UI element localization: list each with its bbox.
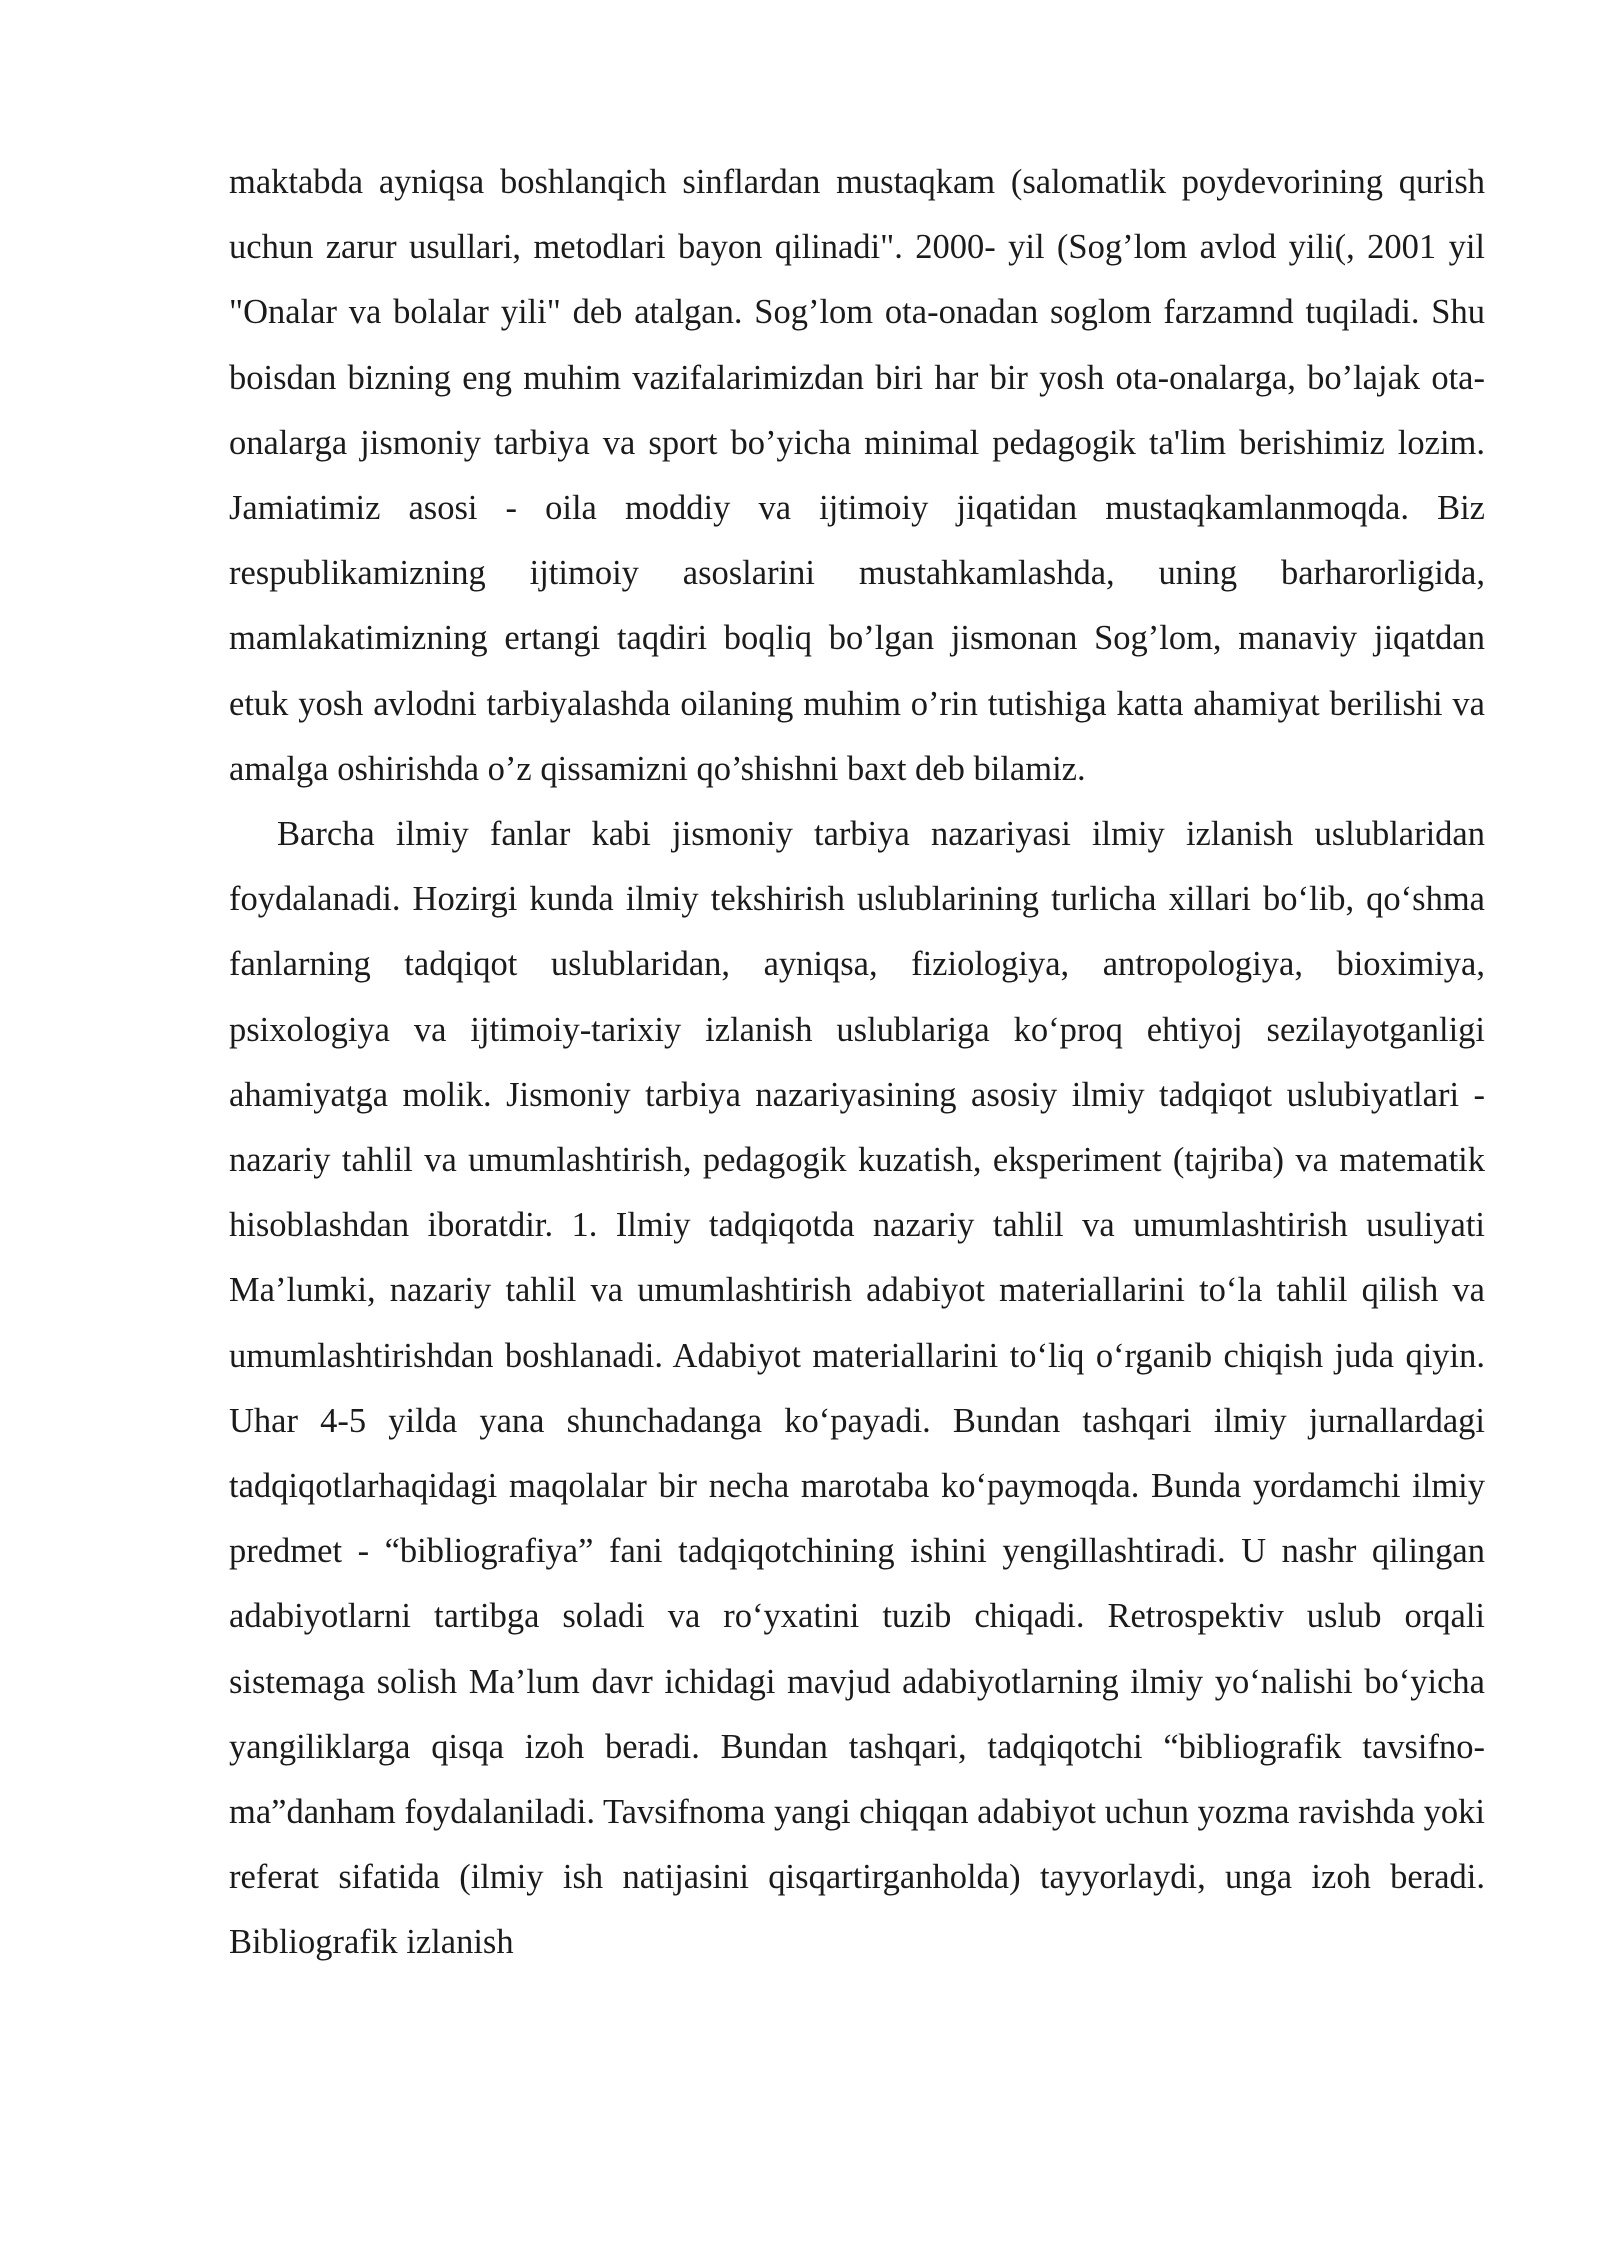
paragraph-1: maktabda ayniqsa boshlanqich sinflardan mustaqkam (salomatlik poydevorining qurish uchun zarur usullari, metodlari bayon qilinadi". 2000- yil (Sog’lom avlod yili(, 2001 yil "Onalar va bolalar yili" deb atalgan. Sog’lom ota-onadan soglom farzamnd tuqiladi. Shu boisdan bizning eng muhim vazifalarimizdan biri har bir yosh ota-onalarga, bo’lajak ota-onalarga jismoniy tarbiya va sport bo’yicha minimal pedagogik ta'lim berishimiz lozim. Jamiatimiz asosi - oila moddiy va ijtimoiy jiqatidan mustaqkamlanmoqda. Biz respublikamizning ijtimoiy asoslarini mustahkamlashda, uning barharorligida, mamlakatimizning ertangi taqdiri boqliq bo’lgan jismonan Sog’lom, manaviy jiqatdan etuk yosh avlodni tarbiyalashda oilaning muhim o’rin tutishiga katta ahamiyat berilishi va amalga oshirishda o’z qissamizni qo’shishni baxt deb bilamiz. [229,163,1485,788]
document-text-body [229,150,1485,1976]
paragraph-2: Barcha ilmiy fanlar kabi jismoniy tarbiya nazariyasi ilmiy izlanish uslublaridan foydalanadi. Hozirgi kunda ilmiy tekshirish uslublarining turlicha xillari bo‘lib, qo‘shma fanlarning tadqiqot uslublaridan, ayniqsa, fiziologiya, antropologiya, bioximiya, psixologiya va ijtimoiy-tarixiy izlanish uslublariga ko‘proq ehtiyoj sezilayotganligi ahamiyatga molik. Jismoniy tarbiya nazariyasining asosiy ilmiy tadqiqot uslubiyatlari - nazariy tahlil va umumlashtirish, pedagogik kuzatish, eksperiment (tajriba) va matematik hisoblashdan iboratdir. 1. Ilmiy tadqiqotda nazariy tahlil va umumlashtirish usuliyati Ma’lumki, nazariy tahlil va umumlashtirish adabiyot materiallarini to‘la tahlil qilish va umumlashtirishdan boshlanadi. Adabiyot materiallarini to‘liq o‘rganib chiqish juda qiyin. Uhar 4-5 yilda yana shunchadanga ko‘payadi. Bundan tashqari ilmiy jurnallardagi tadqiqotlarhaqidagi maqolalar bir necha marotaba ko‘paymoqda. Bunda yordamchi ilmiy predmet - “bibliografiya” fani tadqiqotchining ishini yengillashtiradi. U nashr qilingan adabiyotlarni tartibga soladi va ro‘yxatini tuzib chiqadi. Retrospektiv uslub orqali sistemaga solish Ma’lum davr ichidagi mavjud adabiyotlarning ilmiy yo‘nalishi bo‘yicha yangiliklarga qisqa izoh beradi. Bundan tashqari, tadqiqotchi “bibliografik tavsifno-ma”danham foydalaniladi. Tavsifnoma yangi chiqqan adabiyot uchun yozma ravishda yoki referat sifatida (ilmiy ish natijasini qisqartirganholda) tayyorlaydi, unga izoh beradi. Bibliografik izlanish [229,815,1485,1962]
